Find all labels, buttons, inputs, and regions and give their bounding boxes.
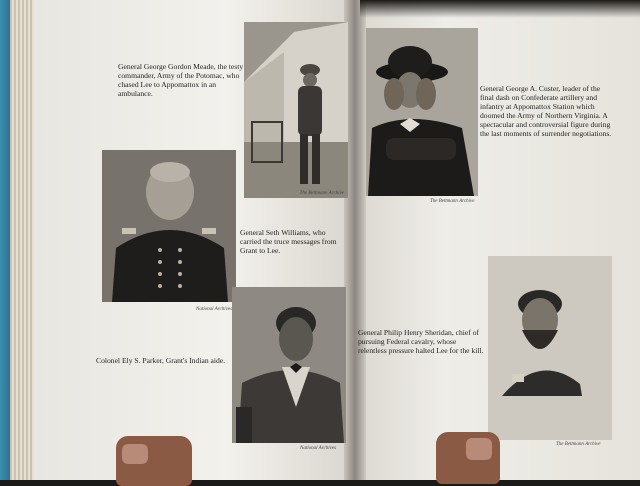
meade-caption: General George Gordon Meade, the testy commander, Army of the Potomac, who chased Lee to Appomattox in an ambulance. [118, 62, 244, 98]
sheridan-credit: The Bettmann Archive [556, 442, 601, 447]
meade-credit: The Bettmann Archive [299, 191, 344, 196]
custer-caption: General George A. Custer, leader of the final dash on Confederate artillery and infantry at Appomattox Station which doomed the Army of Northern Virginia. A spectacular and controversial figure during the last moments of surrender negotiations. [480, 84, 612, 138]
custer-photo [366, 28, 478, 196]
parker-caption: Colonel Ely S. Parker, Grant's Indian aide. [96, 356, 226, 365]
left-thumbnail [122, 444, 148, 464]
williams-caption: General Seth Williams, who carried the truce messages from Grant to Lee. [240, 228, 337, 255]
top-shadow [360, 0, 640, 18]
parker-photo [232, 287, 346, 443]
custer-credit: The Bettmann Archive [430, 199, 475, 204]
meade-photo [244, 22, 348, 198]
williams-credit: National Archives [196, 307, 232, 312]
williams-photo [102, 150, 236, 302]
sheridan-photo [488, 256, 612, 440]
left-thumb [116, 436, 192, 486]
sheridan-caption: General Philip Henry Sheridan, chief of pursuing Federal cavalry, whose relentless pressure halted Lee for the kill. [358, 328, 484, 355]
right-thumbnail [466, 438, 492, 460]
parker-credit: National Archives [300, 446, 336, 451]
right-thumb [436, 432, 500, 484]
